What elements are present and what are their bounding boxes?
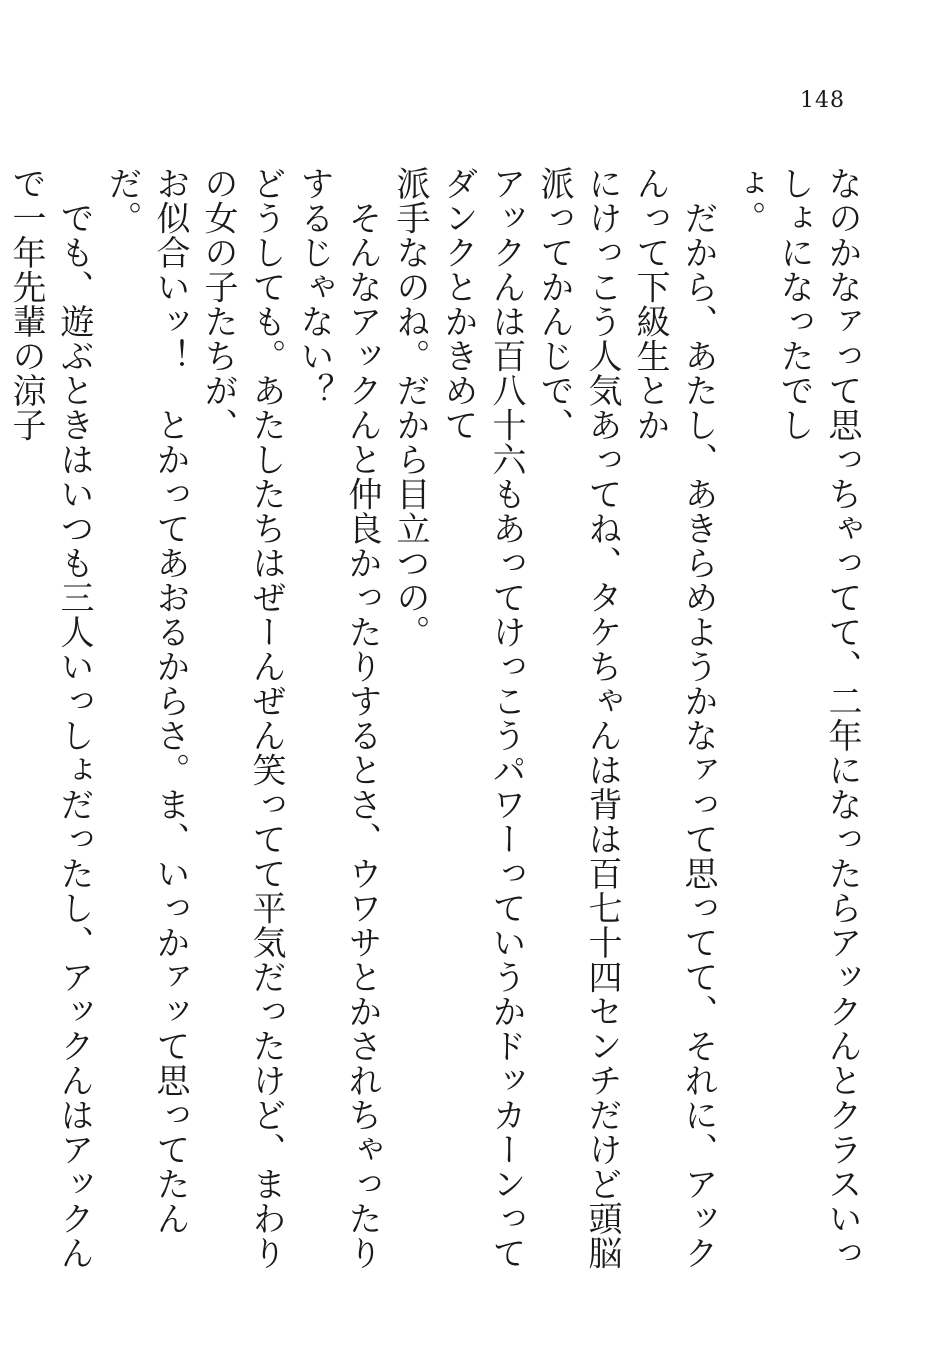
text-line: どうしても。あたしたちはぜーんぜん笑ってて平気だったけど、まわりの女の子たちが、: [198, 166, 286, 1270]
text-line: そんなアックんと仲良かったりするとさ、ウワサとかされちゃったりするじゃない？: [294, 166, 382, 1270]
text-line: アックんは百八十六もあってけっこうパワーっていうかドッカーンってダンクとかきめて: [438, 166, 526, 1270]
text-line: [0, 166, 2, 1286]
text-line: だから、あたし、あきらめようかなァって思ってて、それに、アックんって下級生とか: [630, 166, 718, 1270]
text-line: でも、遊ぶときはいつも三人いっしょだったし、アックんはアックんで一年先輩の涼子: [6, 166, 94, 1270]
text-line: 派手なのね。だから目立つの。: [390, 166, 430, 649]
text-line: お似合いッ！ とかってあおるからさ。ま、いっかァッて思ってたんだ。: [102, 166, 190, 1236]
vertical-text-body: [0, 166, 866, 1286]
page-number: 148: [800, 88, 845, 113]
text-line: ょ。: [726, 166, 766, 235]
text-line: にけっこう人気あってね、タケちゃんは背は百七十四センチだけど頭脳派ってかんじで、: [534, 166, 622, 1270]
text-line: なのかなァって思っちゃってて、二年になったらアックんとクラスいっしょになったでし: [774, 166, 862, 1270]
